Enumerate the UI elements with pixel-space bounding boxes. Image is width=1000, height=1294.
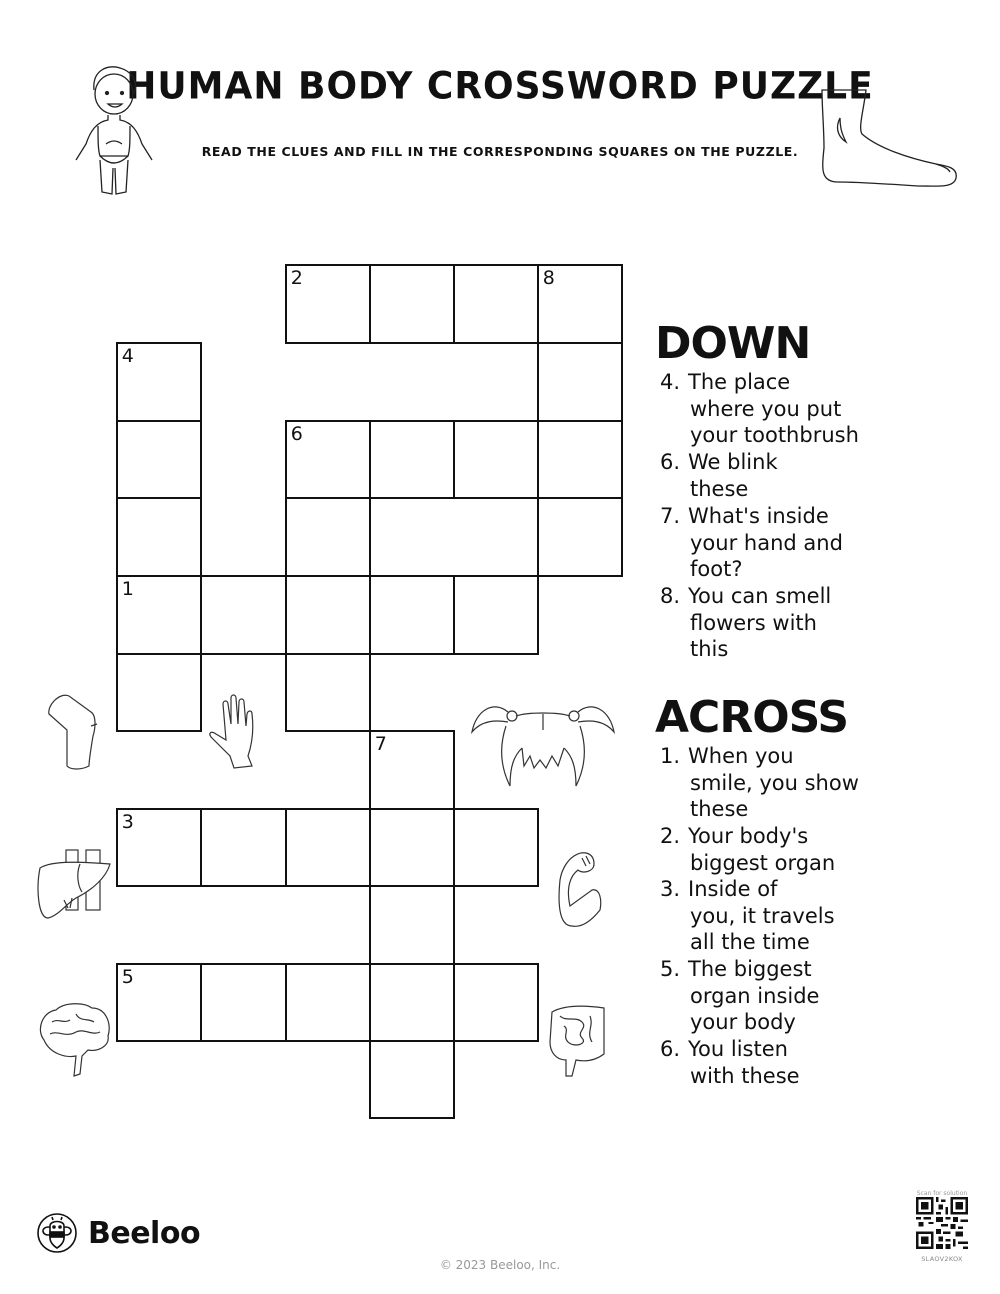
down-clue-8: 8. You can smell flowers with this xyxy=(660,584,832,662)
liver-illustration-icon xyxy=(36,848,116,928)
cell-r0c4[interactable] xyxy=(453,264,539,344)
cell-r2c5[interactable] xyxy=(537,420,623,499)
knee-illustration-icon xyxy=(45,690,101,772)
cell-r9c1[interactable] xyxy=(200,963,287,1042)
clue-number: 1 xyxy=(121,577,134,600)
cell-r3c2[interactable] xyxy=(285,497,371,577)
cell-r2c3[interactable] xyxy=(369,420,455,499)
cell-r2c2[interactable] xyxy=(285,420,371,499)
cell-r8c3[interactable] xyxy=(369,885,455,965)
cell-r0c5[interactable] xyxy=(537,264,623,344)
across-heading: ACROSS xyxy=(655,692,849,743)
clue-number: 5 xyxy=(121,965,134,988)
cell-r2c4[interactable] xyxy=(453,420,539,499)
cell-r9c4[interactable] xyxy=(453,963,539,1042)
cell-r3c5[interactable] xyxy=(537,497,623,577)
cell-r7c3[interactable] xyxy=(369,808,455,887)
cell-r4c4[interactable] xyxy=(453,575,539,655)
cell-r7c1[interactable] xyxy=(200,808,287,887)
cell-r1c5[interactable] xyxy=(537,342,623,422)
cell-r4c0[interactable] xyxy=(116,575,202,655)
down-clue-7: 7. What's inside your hand and foot? xyxy=(660,504,843,582)
bee-logo-icon xyxy=(36,1212,78,1254)
hair-illustration-icon xyxy=(468,690,618,790)
cell-r10c3[interactable] xyxy=(369,1040,455,1119)
cell-r0c3[interactable] xyxy=(369,264,455,344)
qr-solution[interactable] xyxy=(913,1190,971,1263)
across-clue-2: 2. Your body's biggest organ xyxy=(660,824,836,875)
cell-r9c0[interactable] xyxy=(116,963,202,1042)
down-clue-4: 4. The place where you put your toothbrush xyxy=(660,370,859,448)
cell-r7c4[interactable] xyxy=(453,808,539,887)
brand-logo xyxy=(36,1212,200,1254)
cell-r4c3[interactable] xyxy=(369,575,455,655)
cell-r3c3-4[interactable] xyxy=(369,497,539,577)
down-clue-6: 6. We blink these xyxy=(660,450,778,501)
intestines-illustration-icon xyxy=(546,1002,608,1082)
clue-number: 2 xyxy=(290,266,303,289)
cell-r9c3[interactable] xyxy=(369,963,455,1042)
cell-r5c0[interactable] xyxy=(116,653,202,732)
across-clue-1: 1. When you smile, you show these xyxy=(660,744,859,822)
cell-r9c2[interactable] xyxy=(285,963,371,1042)
cell-r4c1[interactable] xyxy=(200,575,287,655)
arm-muscle-illustration-icon xyxy=(552,850,604,932)
cell-r3c0[interactable] xyxy=(116,497,202,577)
across-clue-3: 3. Inside of you, it travels all the time xyxy=(660,877,835,955)
brand-name: Beeloo xyxy=(88,1215,201,1251)
instructions: READ THE CLUES AND FILL IN THE CORRESPONDING SQUARES ON THE PUZZLE. xyxy=(201,144,799,159)
cell-r1c0[interactable] xyxy=(116,342,202,422)
cell-r6c3[interactable] xyxy=(369,730,455,810)
clue-number: 4 xyxy=(121,344,134,367)
cell-r0c2[interactable] xyxy=(285,264,371,344)
cell-r2c0[interactable] xyxy=(116,420,202,499)
hand-illustration-icon xyxy=(206,690,262,772)
cell-r7c2[interactable] xyxy=(285,808,371,887)
cell-r7c0[interactable] xyxy=(116,808,202,887)
cell-r4c2[interactable] xyxy=(285,575,371,655)
qr-code-id: SLAOV2KOX xyxy=(921,1255,963,1263)
qr-caption: Scan for solution xyxy=(916,1190,968,1197)
clue-number: 3 xyxy=(121,810,134,833)
boy-illustration-icon xyxy=(68,60,158,200)
down-heading: DOWN xyxy=(655,318,811,369)
clue-number: 8 xyxy=(542,266,555,289)
across-clue-5: 5. The biggest organ inside your body xyxy=(660,957,820,1035)
cell-r5c2[interactable] xyxy=(285,653,371,732)
qr-code-icon[interactable] xyxy=(916,1197,968,1249)
across-clue-6: 6. You listen with these xyxy=(660,1037,800,1088)
page-title: HUMAN BODY CROSSWORD PUZZLE xyxy=(126,64,874,109)
clue-number: 7 xyxy=(374,732,387,755)
brain-illustration-icon xyxy=(36,1000,112,1080)
copyright: © 2023 Beeloo, Inc. xyxy=(439,1258,561,1272)
clue-number: 6 xyxy=(290,422,303,445)
foot-illustration-icon xyxy=(818,88,963,188)
